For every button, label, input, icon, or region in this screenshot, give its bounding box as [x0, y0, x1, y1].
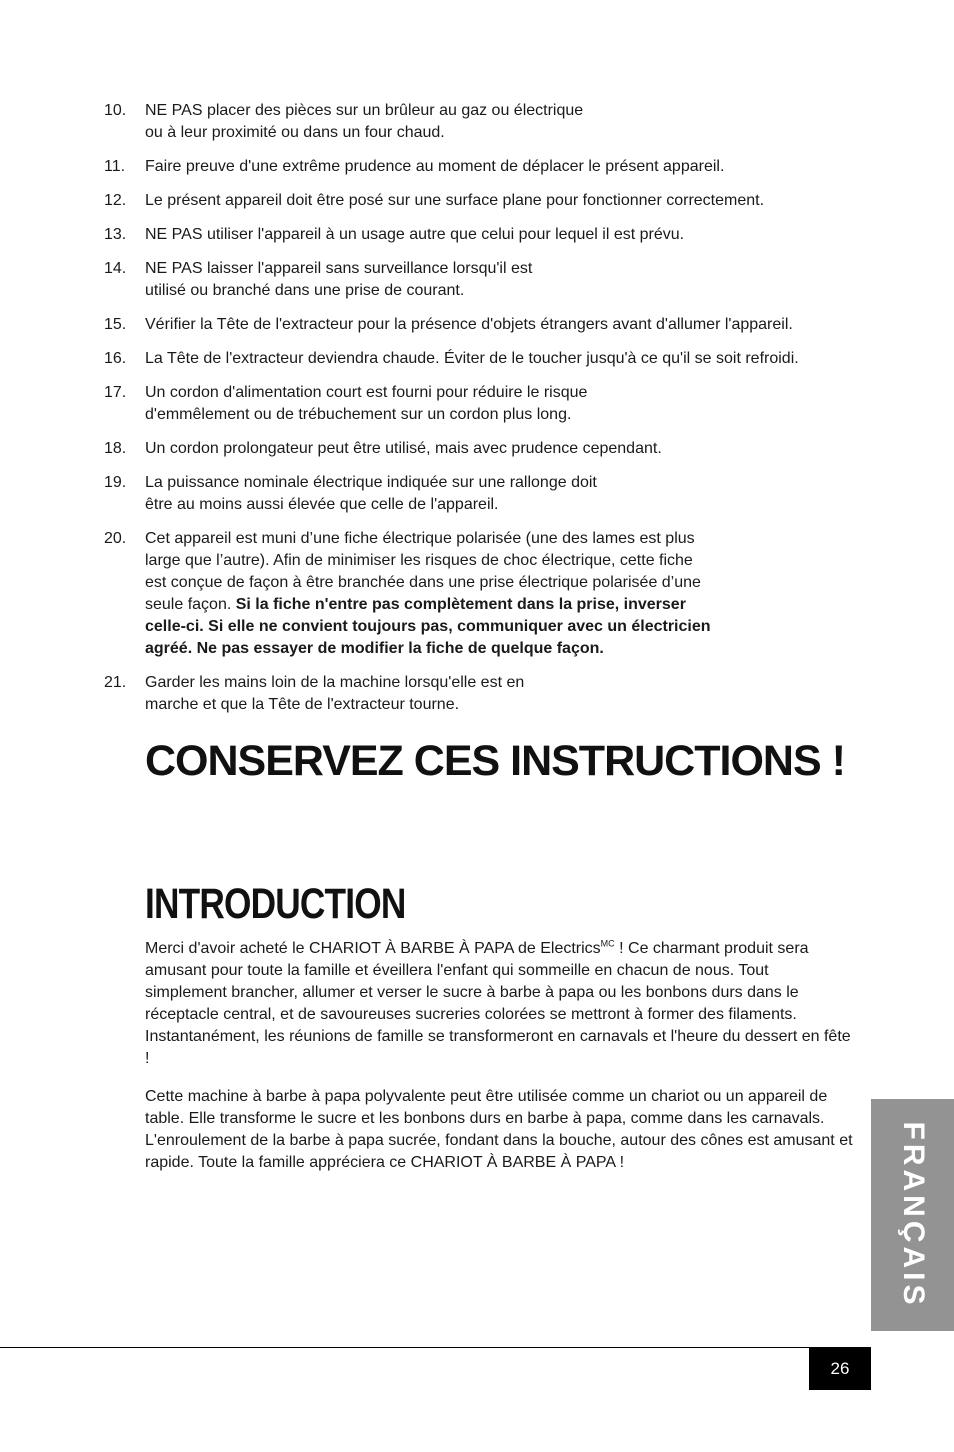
item-text: est conçue de façon à être branchée dans une prise électrique polarisée d’une [145, 574, 701, 591]
item-number: 21. [104, 674, 127, 691]
item-number: 16. [104, 350, 127, 367]
item-text-plain: seule façon. [145, 596, 236, 613]
list-item [104, 472, 864, 516]
item-text: Le présent appareil doit être posé sur une surface plane pour fonctionner correctement. [145, 192, 765, 209]
item-text [145, 616, 864, 638]
language-tab [871, 1099, 954, 1331]
list-item [104, 348, 864, 370]
item-text: Un cordon d'alimentation court est fourni pour réduire le risque [145, 384, 588, 401]
introduction-heading: INTRODUCTION [145, 880, 406, 928]
item-text: large que l’autre). Afin de minimiser les risques de choc électrique, cette fiche [145, 552, 693, 569]
page-number: 26 [809, 1347, 871, 1390]
item-text [145, 594, 864, 616]
list-item [104, 314, 864, 336]
item-text: Vérifier la Tête de l'extracteur pour la présence d'objets étrangers avant d'allumer l'appareil. [145, 316, 793, 333]
item-text: NE PAS utiliser l'appareil à un usage autre que celui pour lequel il est prévu. [145, 226, 685, 243]
footer-rule [0, 1347, 871, 1348]
list-item [104, 190, 864, 212]
list-item [104, 100, 864, 144]
item-text: Cet appareil est muni d’une fiche électrique polarisée (une des lames est plus [145, 530, 695, 547]
item-text: Un cordon prolongateur peut être utilisé, mais avec prudence cependant. [145, 440, 662, 457]
item-number: 10. [104, 102, 127, 119]
list-item-polarized-plug [104, 528, 864, 660]
item-number: 17. [104, 384, 127, 401]
introduction-body [145, 938, 853, 1190]
intro-text: Merci d'avoir acheté le CHARIOT À BARBE À PAPA de Electrics [145, 940, 601, 957]
item-text: Faire preuve d'une extrême prudence au moment de déplacer le présent appareil. [145, 158, 725, 175]
list-item [104, 382, 864, 426]
save-instructions-heading: CONSERVEZ CES INSTRUCTIONS ! [145, 737, 845, 785]
item-text-bold: celle-ci. Si elle ne convient toujours pas, communiquer avec un électricien [145, 618, 711, 635]
list-item [104, 438, 864, 460]
safety-instructions-list [104, 100, 864, 728]
trademark-superscript: MC [600, 938, 615, 949]
item-number: 13. [104, 226, 127, 243]
item-text: La puissance nominale électrique indiquée sur une rallonge doit [145, 474, 597, 491]
item-text: La Tête de l'extracteur deviendra chaude. Éviter de le toucher jusqu'à ce qu'il se soit refroidi. [145, 350, 799, 367]
item-number: 20. [104, 530, 127, 547]
item-number: 12. [104, 192, 127, 209]
list-item [104, 672, 864, 716]
item-text: marche et que la Tête de l'extracteur tourne. [145, 696, 460, 713]
item-text: d'emmêlement ou de trébuchement sur un cordon plus long. [145, 406, 572, 423]
list-item [104, 258, 864, 302]
item-text: NE PAS placer des pièces sur un brûleur au gaz ou électrique [145, 102, 584, 119]
list-item [104, 224, 864, 246]
list-item [104, 156, 864, 178]
item-number: 18. [104, 440, 127, 457]
item-text: être au moins aussi élevée que celle de l'appareil. [145, 496, 499, 513]
item-text: NE PAS laisser l'appareil sans surveillance lorsqu'il est [145, 260, 533, 277]
item-text-bold: Si la fiche n'entre pas complètement dans la prise, inverser [235, 596, 686, 613]
intro-paragraph [145, 938, 853, 1070]
intro-paragraph: Cette machine à barbe à papa polyvalente peut être utilisée comme un chariot ou un appareil de table. Elle transforme le sucre et les bonbons durs en barbe à papa, comme dans les carnavals. L'enroulement de la barbe à papa sucrée, fondant dans la bouche, autour des cônes est amusant et rapide. Toute la famille appréciera ce CHARIOT À BARBE À PAPA ! [145, 1088, 853, 1171]
item-text: ou à leur proximité ou dans un four chaud. [145, 124, 445, 141]
item-number: 14. [104, 260, 127, 277]
item-text [145, 638, 864, 660]
item-number: 11. [104, 158, 126, 175]
item-number: 19. [104, 474, 127, 491]
language-label: FRANÇAIS [896, 1121, 930, 1309]
item-number: 15. [104, 316, 127, 333]
item-text-bold: agréé. Ne pas essayer de modifier la fiche de quelque façon. [145, 640, 604, 657]
intro-text: ! Ce charmant produit sera amusant pour toute la famille et éveillera l'enfant qui sommeille en chacun de nous. Tout simplement brancher, allumer et verser le sucre à barbe à papa ou les bonbons durs dans le réceptacle central, et de savoureuses sucreries colorées se mettront à former des filaments. Instantanément, les réunions de famille se transformeront en carnavals et l'heure du dessert en fête ! [145, 940, 851, 1067]
item-text: utilisé ou branché dans une prise de courant. [145, 282, 465, 299]
item-text: Garder les mains loin de la machine lorsqu'elle est en [145, 674, 525, 691]
